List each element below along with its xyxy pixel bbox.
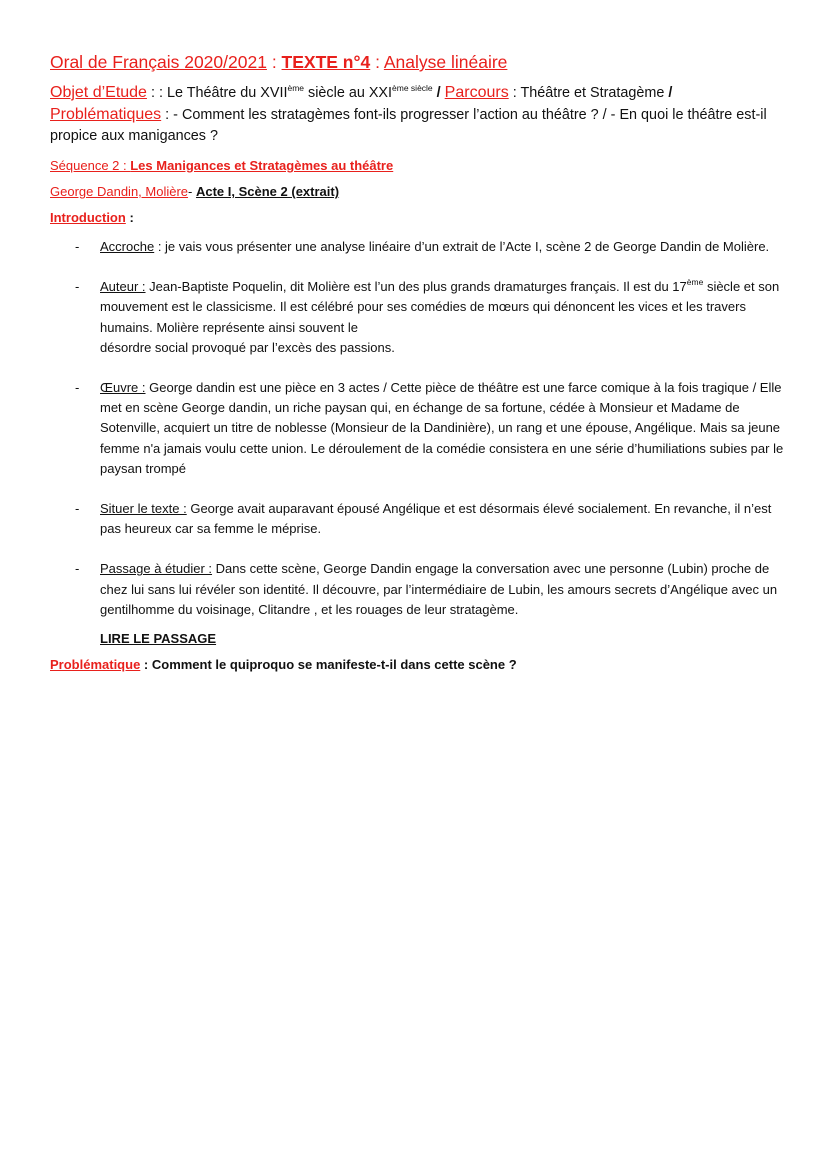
problematiques-text: : - Comment les stratagèmes font-ils progresser l’action au théâtre ? / - En quoi le théâtre est-il propice aux manigances ? [50,107,767,144]
analyse-heading: Analyse linéaire [383,52,508,72]
list-dash: - [75,561,80,577]
list-item-situer [50,499,785,539]
list-dash: - [75,380,80,396]
list-dash: - [75,501,80,517]
work-dash: - [188,184,196,199]
sequence-title: Les Manigances et Stratagèmes au théâtre [130,158,394,173]
lire-le-passage: LIRE LE PASSAGE [100,631,217,647]
list-item-label: Passage à étudier : [100,561,213,577]
title-separator: : [370,52,384,72]
list-item-text: George avait auparavant épousé Angélique et est désormais élevé socialement. En revanche, il n’est pas heureux car sa femme le méprise. [100,501,772,537]
superscript: ème [287,83,305,93]
list-item-passage [50,559,785,620]
slash-separator: / [432,85,445,101]
list-item-accroche [50,237,785,257]
list-item-auteur [50,277,785,358]
oral-heading: Oral de Français 2020/2021 [50,52,267,72]
problematique-colon: : [140,657,152,673]
problematique-label: Problématique [50,657,141,673]
list-item-label: Auteur : [100,279,146,295]
objet-etude-text: siècle au XXI [304,85,393,101]
objet-etude-text: : : Le Théâtre du XVII [146,85,288,101]
introduction-heading [50,209,785,227]
texte-number: TEXTE n°4 [281,52,371,72]
list-item-text: siècle et son mouvement est le classicisme. Il est célébré pour ses comédies de mœurs qui dénoncent les vices et les travers humains. Molière représente ainsi souvent le [100,279,780,335]
list-item-text: : je vais vous présenter une analyse linéaire d’un extrait de l’Acte I, scène 2 de George Dandin de Molière. [154,239,770,254]
parcours-label: Parcours [444,84,509,101]
work-label: George Dandin, Molière [50,184,189,199]
introduction-label: Introduction [50,210,126,225]
title-separator: : [266,52,282,72]
document-page [50,50,785,674]
parcours-text: : Théâtre et Stratagème [508,85,669,101]
objet-etude-label: Objet d’Etude [50,84,147,101]
introduction-list [50,237,785,620]
problematique-line [50,656,785,674]
list-item-text: Dans cette scène, George Dandin engage la conversation avec une personne (Lubin) proche de chez lui sans lui révéler son identité. Il découvre, par l’intermédiaire de Lubin, les amours secrets d’Angélique avec un gentilhomme du voisinage, Clitandre , et les rouages de leur stratagème. [100,561,778,617]
list-item-text: désordre social provoqué par l’excès des passions. [100,339,395,355]
work-act: Acte I, Scène 2 (extrait) [195,184,340,199]
introduction-colon: : [125,210,134,225]
document-title [50,50,785,74]
list-item-oeuvre [50,378,785,479]
superscript: ème [686,277,704,288]
objet-etude-paragraph [50,82,785,147]
sequence-label: Séquence 2 : [50,158,131,173]
sequence-line [50,157,785,175]
list-item-text: Jean-Baptiste Poquelin, dit Molière est l’un des plus grands dramaturges français. Il est du 17 [145,279,687,295]
list-item-label: Situer le texte : [100,501,187,517]
slash-separator: / [668,85,673,101]
list-dash: - [75,239,80,254]
problematique-question: Comment le quiproquo se manifeste-t-il dans cette scène ? [151,657,517,673]
problematiques-label: Problématiques [50,106,162,123]
list-item-text: George dandin est une pièce en 3 actes / Cette pièce de théâtre est une farce comique à la fois tragique / Elle met en scène George dandin, un riche paysan qui, en échange de sa fortune, cédée à Monsieur et Madame de Sotenville, acquiert un titre de noblesse (Monsieur de la Dandinière), un rang et une épouse, Angélique. Mais sa jeune femme n'a jamais voulu cette union. Le déroulement de la comédie consistera en une série d’humiliations subies par le paysan trompé [100,380,784,476]
list-dash: - [75,279,80,295]
work-line [50,183,785,201]
list-item-label: Accroche [100,239,155,254]
superscript: ème siècle [392,83,433,93]
list-item-label: Œuvre : [100,380,146,396]
